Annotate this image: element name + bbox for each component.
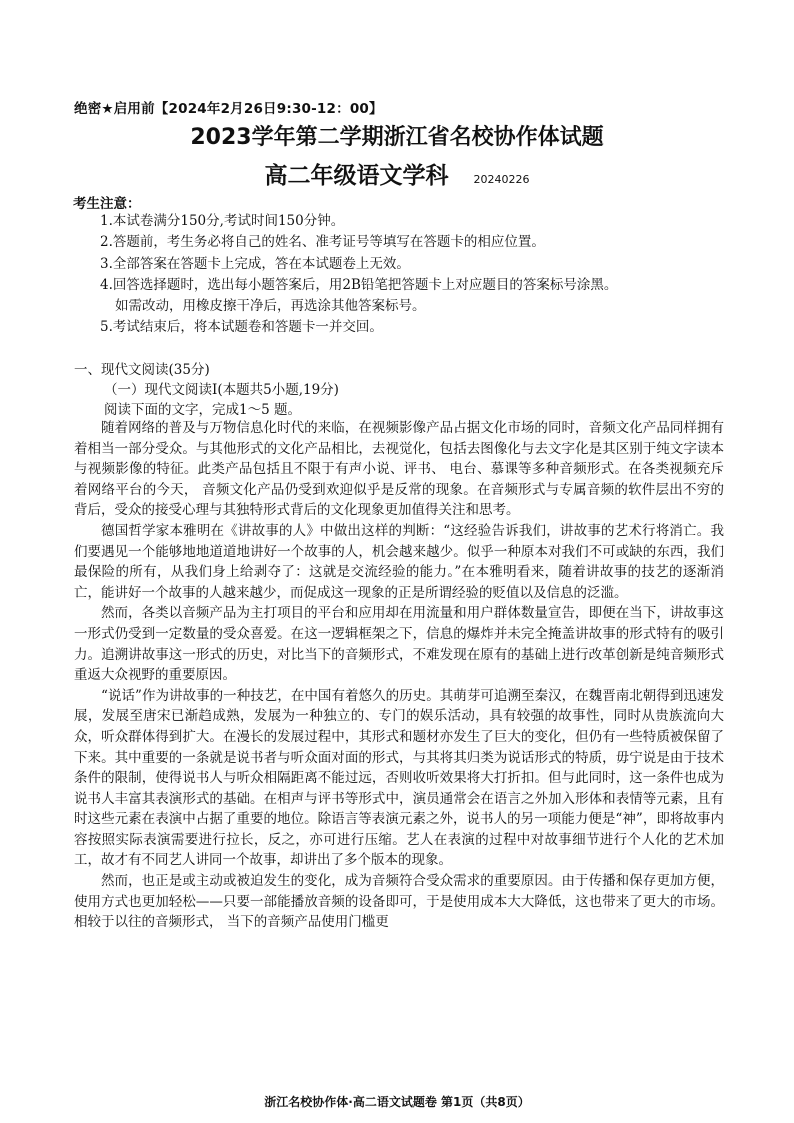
notice-list [100, 211, 730, 339]
passage-paragraph: 德国哲学家本雅明在《讲故事的人》中做出这样的判断：“这经验告诉我们，讲故事的艺术行将消亡。我们要遇见一个能够地地道道地讲好一个故事的人，机会越来越少。似乎一种原本对我们不可或缺的东西，我们最保险的所有，从我们身上给剥夺了：这就是交流经验的能力。”在本雅明看来，随着讲故事的技艺的逐渐消亡，能讲好一个故事的人越来越少，而促成这一现象的正是所谓经验的贬值以及信息的泛滥。 [74, 522, 724, 601]
notice-heading: 考生注意： [73, 196, 141, 212]
section-heading: 一、现代文阅读(35分) [74, 362, 210, 378]
exam-subtitle: 高二年级语文学科 [264, 163, 449, 189]
notice-item-continuation: 如需改动，用橡皮擦干净后，再选涂其他答案标号。 [115, 298, 426, 315]
passage-paragraph: “说话”作为讲故事的一种技艺，在中国有着悠久的历史。其萌芽可追溯至秦汉，在魏晋南北朝得到迅速发展，发展至唐宋已渐趋成熟，发展为一种独立的、专门的娱乐活动，具有较强的故事性，同时从贵族流向大众，听众群体得到扩大。在漫长的发展过程中，其形式和题材亦发生了巨大的变化，但仍有一些特质被保留了下来。其中重要的一条就是说书者与听众面对面的形式，与其将其归类为说话形式的特质，毋宁说是由于技术条件的限制，使得说书人与听众相隔距离不能过远，否则收听效果将大打折扣。但与此同时，这一条件也成为说书人丰富其表演形式的基础。在相声与评书等形式中，演员通常会在语言之外加入形体和表情等元素，且有时这些元素在表演中占据了重要的地位。除语言等表演元素之外，说书人的另一项能力便是“神”，即将故事内容按照实际表演需要进行拉长，反之，亦可进行压缩。艺人在表演的过程中对故事细节进行个人化的艺术加工，故才有不同艺人讲同一个故事，却讲出了多个版本的现象。 [74, 687, 724, 869]
exam-title: 2023学年第二学期浙江省名校协作体试题 [190, 125, 604, 150]
notice-item: 1.本试卷满分150分,考试时间150分钟。 [100, 213, 345, 229]
notice-item: 3.全部答案在答题卡上完成，答在本试题卷上无效。 [100, 255, 410, 272]
subsection-heading: （一）现代文阅读Ⅰ(本题共5小题,19分) [104, 382, 339, 398]
reading-passage [74, 418, 724, 933]
notice-item: 2.答题前，考生务必将自己的姓名、准考证号等填写在答题卡的相应位置。 [100, 234, 545, 251]
subtitle-row [0, 157, 794, 190]
confidential-notice: 绝密★启用前【2024年2月26日9:30-12：00】 [74, 101, 383, 117]
exam-code: 20240226 [473, 173, 530, 186]
reading-instruction: 阅读下面的文字，完成1～5 题。 [104, 402, 301, 418]
passage-paragraph: 然而，也正是或主动或被迫发生的变化，成为音频符合受众需求的重要原因。由于传播和保存更加方便，使用方式也更加轻松——只要一部能播放音频的设备即可，于是使用成本大大降低，这也带来了更大的市场。相较于以往的音频形式， 当下的音频产品使用门槛更 [74, 873, 724, 931]
notice-item: 4.回答选择题时，选出每小题答案后，用2B铅笔把答题卡上对应题目的答案标号涂黑。 [100, 276, 618, 293]
passage-paragraph: 随着网络的普及与万物信息化时代的来临，在视频影像产品占据文化市场的同时，音频文化产品同样拥有着相当一部分受众。与其他形式的文化产品相比，去视觉化，包括去图像化与去文字化是其区别于纯文字读本与视频影像的特征。此类产品包括且不限于有声小说、评书、 电台、慕课等多种音频形式。在各类视频充斥着网络平台的今天， 音频文化产品仍受到欢迎似乎是反常的现象。在音频形式与专属音频的软件层出不穷的背后，受众的接受心理与其独特形式背后的文化现象更加值得关注和思考。 [74, 420, 724, 519]
passage-paragraph: 然而，各类以音频产品为主打项目的平台和应用却在用流量和用户群体数量宣告，即便在当下，讲故事这一形式仍受到一定数量的受众喜爱。在这一逻辑框架之下，信息的爆炸并未完全掩盖讲故事的形式特有的吸引力。追溯讲故事这一形式的历史，对比当下的音频形式，不难发现在原有的基础上进行改革创新是纯音频形式重返大众视野的重要原因。 [74, 605, 724, 684]
page-footer: 浙江名校协作体·高二语文试题卷 第1页（共8页） [264, 1095, 530, 1109]
notice-item: 5.考试结束后，将本试题卷和答题卡一并交回。 [100, 319, 383, 336]
